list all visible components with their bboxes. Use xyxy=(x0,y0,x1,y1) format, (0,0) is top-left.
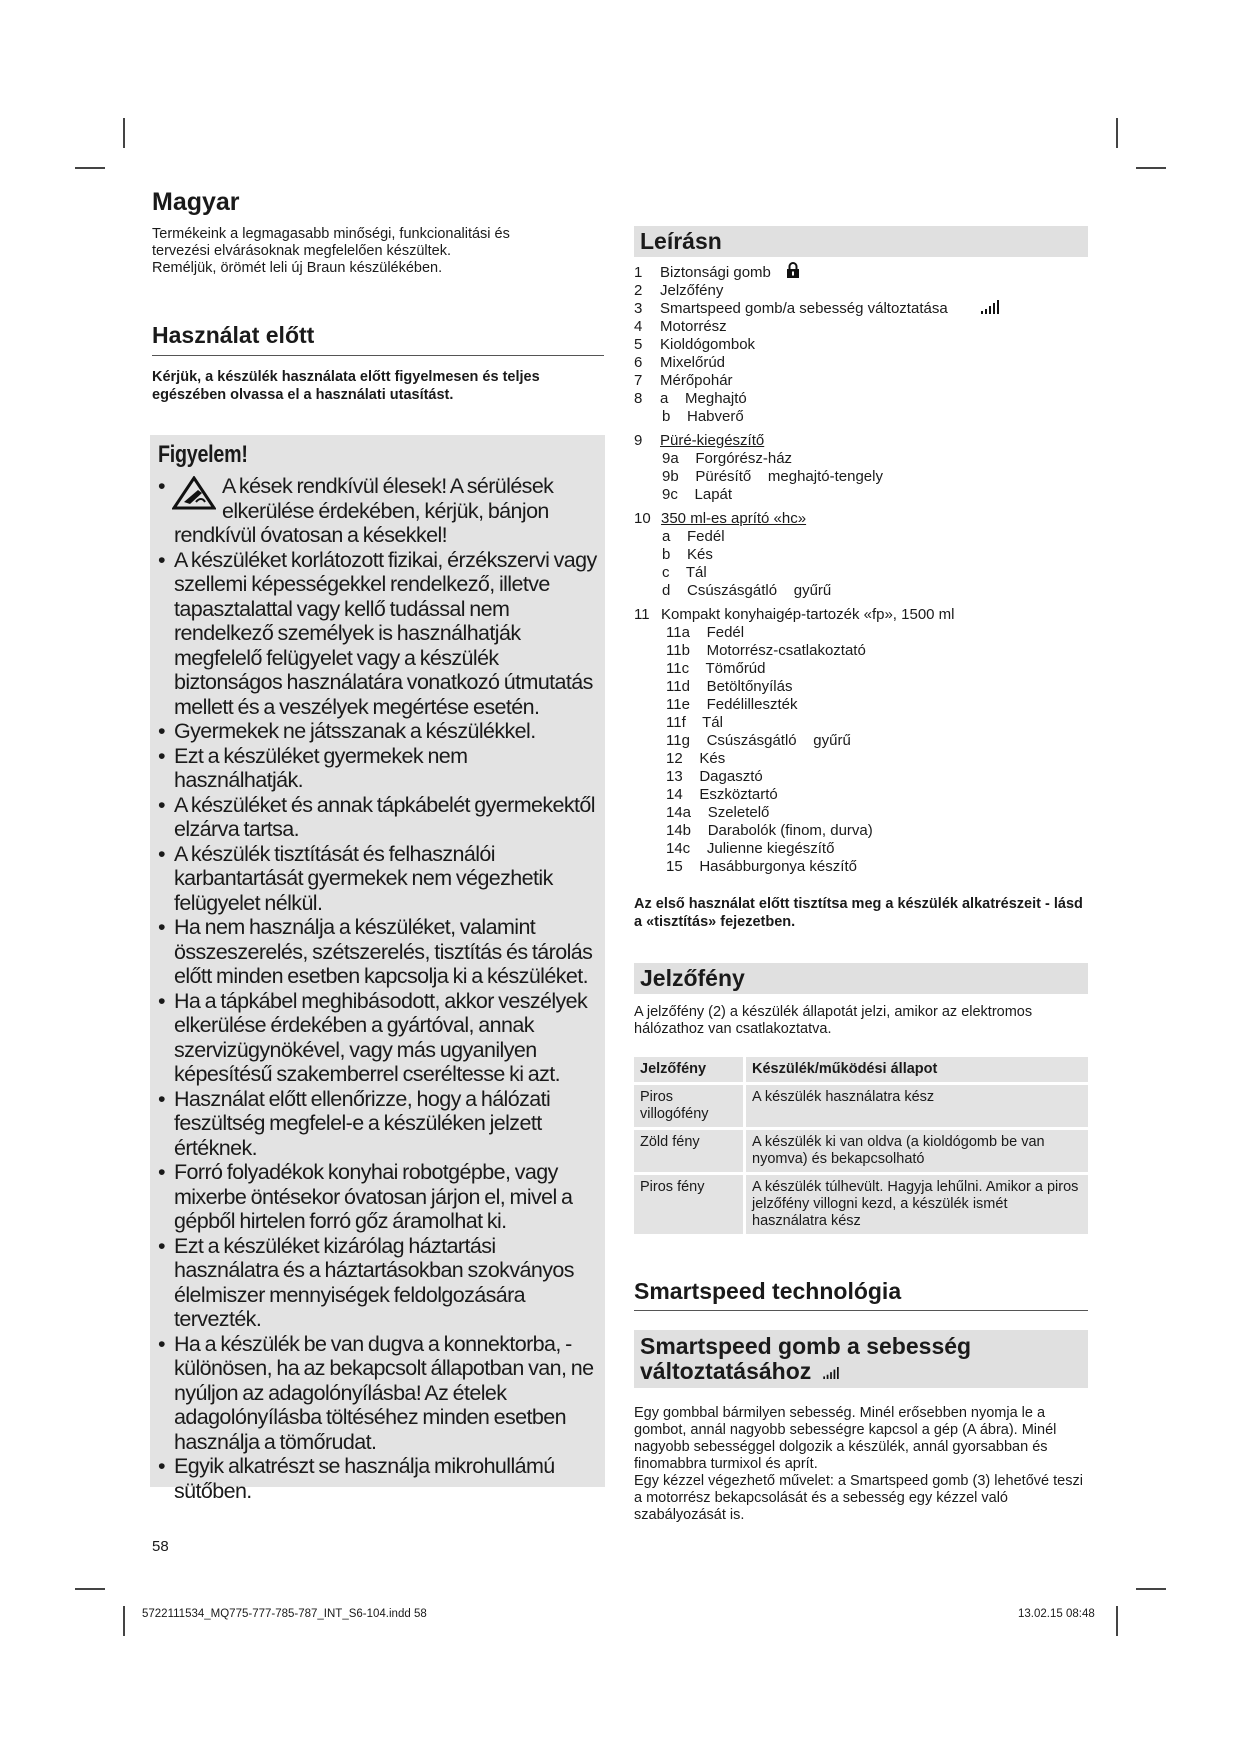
warning-item: • Ha a készülék be van dugva a konnektorba, - különösen, ha az bekapcsolt állapotban van, ne nyúljon az adagolónyílásba! Az ételek adagolónyílásba töltéséhez minden esetben használja a tömőrudat. xyxy=(158,1332,597,1455)
legend-text: c Tál xyxy=(662,564,707,581)
legend-row xyxy=(634,606,1094,624)
legend-number: 4 xyxy=(634,318,643,335)
legend-text: 11c Tömőrúd xyxy=(666,660,766,677)
table-cell: A készülék ki van oldva (a kioldógomb be van nyomva) és bekapcsolható xyxy=(746,1130,1088,1172)
before-use-heading: Használat előtt xyxy=(152,322,604,356)
legend-text: 14c Julienne kiegészítő xyxy=(666,840,835,857)
legend-text: 350 ml-es aprító «hc» xyxy=(661,510,807,527)
legend-row xyxy=(634,696,1094,714)
legend-text: 14 Eszköztartó xyxy=(666,786,778,803)
legend-row xyxy=(634,858,1094,876)
legend-text: Mérőpohár xyxy=(660,372,733,389)
warning-item-text: A kések rendkívül élesek! A sérülések elkerülése érdekében, kérjük, bánjon rendkívül óvatosan a késekkel! xyxy=(174,474,554,547)
legend-text: 14b Darabolók (finom, durva) xyxy=(666,822,873,839)
lock-icon xyxy=(786,262,800,278)
legend-text: 11f Tál xyxy=(666,714,723,731)
legend-row xyxy=(634,390,1094,408)
legend-row xyxy=(634,546,1094,564)
legend-text: 9b Pürésítő meghajtó-tengely xyxy=(662,468,883,485)
warning-title: Figyelem! xyxy=(158,441,248,468)
table-row xyxy=(634,1175,1088,1234)
indicator-text: A jelzőfény (2) a készülék állapotát jelzi, amikor az elektromos hálózathoz van csatlakoztatva. xyxy=(634,1004,1033,1037)
smartspeed-heading: Smartspeed technológia xyxy=(634,1278,1088,1311)
legend-number: 8 xyxy=(634,390,643,407)
warning-item: • Ezt a készüléket kizárólag háztartási használatra és a háztartásokban szokványos élelmiszer mennyiségek feldolgozására tervezték. xyxy=(158,1234,597,1332)
legend-number: 11 xyxy=(634,606,650,623)
crop-mark xyxy=(75,167,105,169)
speed-bars-icon xyxy=(980,300,1000,314)
legend-row xyxy=(634,450,1094,468)
warning-item: • A készüléket és annak tápkábelét gyermekektől elzárva tartsa. xyxy=(158,793,597,842)
crop-mark xyxy=(1136,167,1166,169)
legend-row xyxy=(634,750,1094,768)
speed-bars-icon xyxy=(822,1367,840,1379)
smartspeed-subheading: Smartspeed gomb a sebesség változtatásához xyxy=(640,1333,972,1384)
legend-row xyxy=(634,468,1094,486)
legend-text: 14a Szeletelő xyxy=(666,804,770,821)
legend-text: Kompakt konyhaigép-tartozék «fp», 1500 ml xyxy=(661,606,955,623)
warning-item: • Ha a tápkábel meghibásodott, akkor veszélyek elkerülése érdekében a gyártóval, annak szervizügynökével, vagy más ugyanilyen képesítésű szakemberrel cseréltesse ki azt. xyxy=(158,989,597,1087)
legend-row xyxy=(634,642,1094,660)
table-header-row xyxy=(634,1057,1088,1082)
legend-text: Jelzőfény xyxy=(660,282,724,299)
description-heading: Leírásn xyxy=(634,226,1088,257)
legend-text: 11e Fedélilleszték xyxy=(666,696,798,713)
legend-text: 15 Hasábburgonya készítő xyxy=(666,858,857,875)
warning-item: • Ezt a készüléket gyermekek nem használhatják. xyxy=(158,744,597,793)
legend-text: Motorrész xyxy=(660,318,727,335)
legend-number: 10 xyxy=(634,510,651,527)
page-number: 58 xyxy=(152,1538,169,1555)
warning-item: • Gyermekek ne játsszanak a készülékkel. xyxy=(158,719,597,744)
warning-item: • Egyik alkatrészt se használja mikrohullámú sütőben. xyxy=(158,1454,597,1503)
table-cell: Piros fény xyxy=(634,1175,746,1234)
warning-item: • Ha nem használja a készüléket, valamint összeszerelés, szétszerelés, tisztítás és tárolás előtt minden esetben kapcsolja ki a készüléket. xyxy=(158,915,597,989)
legend-text: 13 Dagasztó xyxy=(666,768,763,785)
legend-text: 12 Kés xyxy=(666,750,726,767)
crop-mark xyxy=(75,1588,105,1590)
legend-text: Biztonsági gomb xyxy=(660,264,771,281)
legend-row xyxy=(634,486,1094,504)
legend-row xyxy=(634,354,1094,372)
crop-mark xyxy=(1116,118,1118,148)
legend-row xyxy=(634,768,1094,786)
crop-mark xyxy=(1136,1588,1166,1590)
legend-row xyxy=(634,624,1094,642)
table-row xyxy=(634,1085,1088,1127)
before-use-text: Kérjük, a készülék használata előtt figyelmesen és teljes egészében olvassa el a használati utasítást. xyxy=(152,369,540,403)
legend-row xyxy=(634,372,1094,390)
footer-file: 5722111534_MQ775-777-785-787_INT_S6-104.indd 58 xyxy=(142,1608,427,1620)
legend-row xyxy=(634,510,1094,528)
legend-text: 11a Fedél xyxy=(666,624,745,641)
legend-row xyxy=(634,318,1094,336)
legend-text: 11b Motorrész-csatlakoztató xyxy=(666,642,866,659)
warning-list xyxy=(158,474,597,1503)
warning-box xyxy=(150,435,605,1503)
legend-row xyxy=(634,408,1094,426)
warning-item xyxy=(158,474,597,548)
legend-text: a Fedél xyxy=(662,528,725,545)
table-cell: A készülék használatra kész xyxy=(746,1085,1088,1127)
indicator-table xyxy=(634,1054,1088,1237)
legend-row xyxy=(634,564,1094,582)
intro-line: tervezési elvárásoknak megfelelően készültek. xyxy=(152,243,452,259)
table-header: Készülék/működési állapot xyxy=(746,1057,1088,1082)
legend-row xyxy=(634,678,1094,696)
table-cell: Piros villogófény xyxy=(634,1085,746,1127)
parts-legend xyxy=(634,264,1094,876)
legend-row xyxy=(634,432,1094,450)
legend-number: 9 xyxy=(634,432,643,449)
intro-text xyxy=(152,226,592,277)
crop-mark xyxy=(123,1606,125,1636)
legend-text: Mixelőrúd xyxy=(660,354,726,371)
legend-row xyxy=(634,840,1094,858)
legend-text: 11d Betöltőnyílás xyxy=(666,678,793,695)
legend-text: Kioldógombok xyxy=(660,336,756,353)
legend-number: 7 xyxy=(634,372,643,389)
table-row xyxy=(634,1130,1088,1172)
legend-text: Smartspeed gomb/a sebesség változtatása xyxy=(660,300,948,317)
intro-line: Termékeink a legmagasabb minőségi, funkcionalitási és xyxy=(152,226,510,242)
legend-text: 9c Lapát xyxy=(662,486,733,503)
table-cell: A készülék túlhevült. Hagyja lehűlni. Amikor a piros jelzőfény villogni kezd, a készülék ismét használatra kész xyxy=(746,1175,1088,1234)
intro-line: Reméljük, örömét leli új Braun készülékében. xyxy=(152,260,443,276)
legend-text: a Meghajtó xyxy=(660,390,747,407)
legend-row xyxy=(634,300,1094,318)
crop-mark xyxy=(1116,1606,1118,1636)
legend-row xyxy=(634,804,1094,822)
warning-item: • Forró folyadékok konyhai robotgépbe, vagy mixerbe öntésekor óvatosan járjon el, mivel a gépből hirtelen forró gőz áramolhat ki. xyxy=(158,1160,597,1234)
smartspeed-subheading-box xyxy=(634,1330,1088,1388)
legend-row xyxy=(634,732,1094,750)
legend-row xyxy=(634,264,1094,282)
legend-number: 3 xyxy=(634,300,643,317)
warning-item: • Használat előtt ellenőrizze, hogy a hálózati feszültség megfelel-e a készüléken jelzett értéknek. xyxy=(158,1087,597,1161)
legend-text: Püré-kiegészítő xyxy=(660,432,765,449)
legend-row xyxy=(634,714,1094,732)
first-use-note: Az első használat előtt tisztítsa meg a készülék alkatrészeit - lásd a «tisztítás» fejezetben. xyxy=(634,896,1083,930)
legend-text: b Habverő xyxy=(662,408,744,425)
legend-number: 1 xyxy=(634,264,643,281)
legend-number: 2 xyxy=(634,282,643,299)
smartspeed-paragraph: Egy kézzel végezhető művelet: a Smartspeed gomb (3) lehetővé teszi a motorrész bekapcsolását és a sebesség egy kézzel való szabályozását is. xyxy=(634,1473,1083,1523)
warning-item: • A készülék tisztítását és felhasználói karbantartását gyermekek nem végezhetik felügyelet nélkül. xyxy=(158,842,597,916)
legend-row xyxy=(634,822,1094,840)
page-title: Magyar xyxy=(152,188,240,216)
legend-number: 5 xyxy=(634,336,643,353)
smartspeed-paragraph: Egy gombbal bármilyen sebesség. Minél erősebben nyomja le a gombot, annál nagyobb sebességre kapcsol a gép (A ábra). Minél nagyobb sebességgel dolgozik a készülék, annál gyorsabban és finomabbra turmixol és aprít. xyxy=(634,1405,1057,1472)
warning-item: • A készüléket korlátozott fizikai, érzékszervi vagy szellemi képességekkel rendelkező, illetve tapasztalattal vagy kellő tudással nem rendelkező személyek is használhatják megfelelő felügyelet vagy a készülék biztonságos használatára vonatkozó útmutatás mellett és a veszélyek megértése esetén. xyxy=(158,548,597,720)
legend-text: 11g Csúszásgátló gyűrű xyxy=(666,732,851,749)
table-cell: Zöld fény xyxy=(634,1130,746,1172)
legend-row xyxy=(634,528,1094,546)
legend-row xyxy=(634,582,1094,600)
legend-row xyxy=(634,282,1094,300)
legend-row xyxy=(634,336,1094,354)
table-header: Jelzőfény xyxy=(634,1057,746,1082)
legend-text: 9a Forgórész-ház xyxy=(662,450,793,467)
legend-number: 6 xyxy=(634,354,643,371)
legend-text: b Kés xyxy=(662,546,713,563)
indicator-heading: Jelzőfény xyxy=(634,963,1088,994)
sharp-blade-warning-icon xyxy=(172,476,216,510)
footer-date: 13.02.15 08:48 xyxy=(1018,1608,1095,1620)
legend-row xyxy=(634,660,1094,678)
legend-text: d Csúszásgátló gyűrű xyxy=(662,582,832,599)
crop-mark xyxy=(123,118,125,148)
legend-row xyxy=(634,786,1094,804)
